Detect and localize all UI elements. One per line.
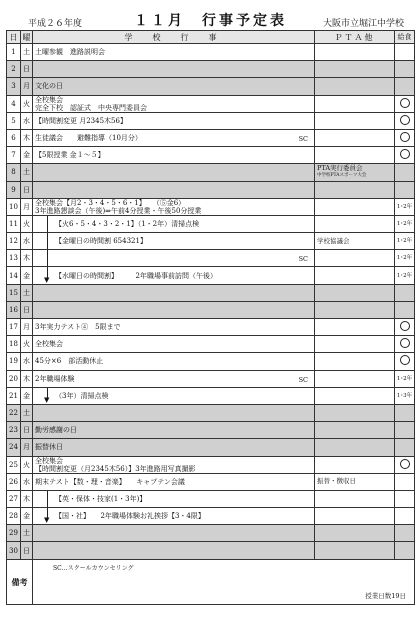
day-cell: 15: [7, 284, 21, 301]
events-cell: [33, 456, 315, 473]
weekday-cell: 火: [21, 95, 33, 112]
weekday-cell: 金: [21, 267, 33, 284]
weekday-cell: 日: [21, 301, 33, 318]
pta-cell: [315, 422, 395, 439]
events-cell: [33, 439, 315, 456]
day-cell: 26: [7, 473, 21, 490]
kyushoku-cell: [395, 78, 415, 95]
weekday-cell: 金: [21, 508, 33, 525]
table-row: [7, 215, 415, 232]
pta-cell: [315, 319, 395, 336]
table-row: [7, 129, 415, 146]
event-text: 勤労感謝の日: [35, 426, 77, 435]
events-cell: [33, 404, 315, 421]
table-row: [7, 78, 415, 95]
notes-content: [33, 559, 415, 604]
pta-cell: [315, 284, 395, 301]
kyushoku-cell: [395, 301, 415, 318]
weekday-cell: 土: [21, 284, 33, 301]
sc-marker: SC: [298, 375, 308, 384]
table-row: [7, 319, 415, 336]
page-title: １１月 行事予定表: [134, 13, 287, 29]
events-cell: [33, 198, 315, 215]
weekday-cell: 木: [21, 250, 33, 267]
pta-text: 学校協議会: [317, 236, 350, 245]
weekday-cell: 火: [21, 456, 33, 473]
school-days: 授業日数19日: [365, 591, 406, 600]
kyushoku-cell: [395, 473, 415, 490]
events-cell: [33, 164, 315, 181]
pta-cell: [315, 542, 395, 559]
table-row: [7, 336, 415, 353]
kyushoku-cell: 1･2年: [395, 215, 415, 232]
circle-icon: [400, 98, 410, 108]
pta-cell: [315, 508, 395, 525]
sc-note: SC…スクールカウンセリング: [53, 564, 134, 572]
kyushoku-cell: [395, 284, 415, 301]
day-cell: 21: [7, 387, 21, 404]
weekday-cell: 日: [21, 542, 33, 559]
weekday-cell: 土: [21, 525, 33, 542]
pta-cell: [315, 525, 395, 542]
day-cell: 6: [7, 129, 21, 146]
pta-cell: [315, 164, 395, 181]
notes-row: [7, 559, 415, 604]
table-row: [7, 250, 415, 267]
day-cell: 11: [7, 215, 21, 232]
circle-icon: [400, 338, 410, 348]
header-events: 学 校 行 事: [33, 31, 315, 44]
weekday-cell: 木: [21, 370, 33, 387]
weekday-cell: 木: [21, 129, 33, 146]
table-row: [7, 542, 415, 559]
weekday-cell: 金: [21, 387, 33, 404]
weekday-cell: 火: [21, 215, 33, 232]
pta-text: 振替・徴収日: [317, 477, 356, 486]
kyushoku-cell: [395, 490, 415, 507]
kyushoku-cell: [395, 44, 415, 61]
event-text: 文化の日: [35, 82, 63, 91]
events-cell: [33, 490, 315, 507]
kyushoku-cell: [395, 422, 415, 439]
day-cell: 29: [7, 525, 21, 542]
header-day: 日: [7, 31, 21, 44]
kyushoku-cell: 1･2年: [395, 267, 415, 284]
circle-icon: [400, 132, 410, 142]
header-kyushoku: 給食: [395, 31, 415, 44]
table-row: [7, 525, 415, 542]
weekday-cell: 水: [21, 473, 33, 490]
event-text: 期末テスト【数・理・音楽】 キャプテン会議: [35, 477, 185, 486]
pta-cell: [315, 370, 395, 387]
day-cell: 12: [7, 233, 21, 250]
events-cell: [33, 542, 315, 559]
event-text: 【金曜日の時間割 654321】: [55, 237, 147, 246]
pta-cell: [315, 215, 395, 232]
kyushoku-cell: 1･2年: [395, 198, 415, 215]
event-text: 全校集会: [35, 340, 63, 349]
arrow-down-icon: ▼: [44, 395, 50, 404]
header-weekday: 曜: [22, 32, 31, 42]
continuation-line: [47, 250, 48, 266]
circle-icon: [400, 149, 410, 159]
day-cell: 18: [7, 336, 21, 353]
day-cell: 16: [7, 301, 21, 318]
events-cell: [33, 508, 315, 525]
table-row: [7, 95, 415, 112]
pta-cell: [315, 336, 395, 353]
day-cell: 5: [7, 112, 21, 129]
day-cell: 14: [7, 267, 21, 284]
arrow-down-icon: ▼: [44, 516, 50, 525]
circle-icon: [400, 321, 410, 331]
weekday-cell: 木: [21, 490, 33, 507]
events-cell: [33, 473, 315, 490]
pta-cell: [315, 147, 395, 164]
table-row: [7, 112, 415, 129]
weekday-cell: 月: [21, 439, 33, 456]
kyushoku-cell: 1･2年: [395, 233, 415, 250]
table-row: [7, 61, 415, 78]
event-text: 【水曜日の時間割】 2年職場事前訪問（午後）: [55, 271, 217, 280]
pta-cell: [315, 353, 395, 370]
pta-cell: [315, 250, 395, 267]
circle-icon: [400, 459, 410, 469]
events-cell: [33, 129, 315, 146]
kyushoku-cell: [395, 112, 415, 129]
schedule-table: [6, 30, 415, 605]
notes-label: 備考: [7, 559, 33, 604]
day-cell: 28: [7, 508, 21, 525]
day-cell: 4: [7, 95, 21, 112]
day-cell: 22: [7, 404, 21, 421]
table-row: [7, 404, 415, 421]
table-row: [7, 456, 415, 473]
events-cell: [33, 370, 315, 387]
kyushoku-cell: [395, 129, 415, 146]
continuation-line: [47, 491, 48, 507]
pta-cell: [315, 456, 395, 473]
kyushoku-cell: 1･3年: [395, 387, 415, 404]
events-cell: [33, 525, 315, 542]
table-row: [7, 353, 415, 370]
event-text: 生徒議会 避難指導（10月分）: [35, 134, 142, 143]
table-row: [7, 508, 415, 525]
arrow-down-icon: ▼: [44, 275, 50, 284]
event-text: 土曜参観 進路説明会: [35, 48, 105, 57]
kyushoku-cell: [395, 525, 415, 542]
table-row: [7, 181, 415, 198]
event-text: 【火6・5・4・3・2・1】（1・2年）清掃点検: [55, 219, 200, 228]
event-text: 完全下校 認証式 中央専門委員会: [35, 103, 147, 112]
events-cell: [33, 250, 315, 267]
events-cell: [33, 112, 315, 129]
events-cell: [33, 78, 315, 95]
event-text: 【国・社】 2年職場体験お礼挨拶【3・4限】: [55, 512, 205, 521]
table-row: [7, 267, 415, 284]
day-cell: 8: [7, 164, 21, 181]
event-text: 【英・保体・技家(1・3年)】: [55, 494, 147, 503]
events-cell: [33, 147, 315, 164]
event-text: 【時間割変更（月2345木56）】3年進路用写真撮影: [35, 464, 196, 473]
table-row: [7, 284, 415, 301]
events-cell: [33, 44, 315, 61]
events-cell: [33, 387, 315, 404]
pta-cell: [315, 301, 395, 318]
day-cell: 20: [7, 370, 21, 387]
table-row: [7, 301, 415, 318]
table-row: [7, 422, 415, 439]
day-cell: 19: [7, 353, 21, 370]
table-row: [7, 387, 415, 404]
kyushoku-cell: [395, 542, 415, 559]
events-cell: [33, 267, 315, 284]
day-cell: 30: [7, 542, 21, 559]
day-cell: 2: [7, 61, 21, 78]
events-cell: [33, 353, 315, 370]
weekday-cell: 月: [21, 198, 33, 215]
events-cell: [33, 95, 315, 112]
pta-cell: [315, 198, 395, 215]
continuation-line: [47, 233, 48, 249]
day-cell: 10: [7, 198, 21, 215]
kyushoku-cell: 1･2年: [395, 250, 415, 267]
table-row: [7, 164, 415, 181]
kyushoku-cell: [395, 404, 415, 421]
table-header-row: [7, 31, 415, 44]
pta-cell: [315, 267, 395, 284]
pta-cell: [315, 439, 395, 456]
pta-subtext: 中学校PTAスポーツ大会: [317, 173, 367, 179]
weekday-cell: 土: [21, 164, 33, 181]
pta-cell: [315, 181, 395, 198]
header: [6, 10, 414, 30]
kyushoku-cell: [395, 508, 415, 525]
school-name: 大阪市立堀江中学校: [322, 19, 404, 29]
kyushoku-cell: 1･2年: [395, 370, 415, 387]
schedule-page: [6, 10, 414, 605]
kyushoku-cell: [395, 147, 415, 164]
table-row: [7, 233, 415, 250]
weekday-cell: 水: [21, 233, 33, 250]
weekday-cell: 月: [21, 78, 33, 95]
kyushoku-cell: [395, 95, 415, 112]
event-text: 【時間割変更 月2345木56】: [35, 116, 127, 125]
weekday-cell: 日: [21, 181, 33, 198]
pta-cell: [315, 473, 395, 490]
table-row: [7, 44, 415, 61]
table-row: [7, 198, 415, 215]
pta-text: PTA実行委員会: [317, 164, 363, 173]
events-cell: [33, 301, 315, 318]
kyushoku-cell: [395, 353, 415, 370]
kyushoku-cell: [395, 61, 415, 78]
events-cell: [33, 181, 315, 198]
sc-marker: SC: [298, 134, 308, 143]
table-row: [7, 147, 415, 164]
pta-cell: [315, 61, 395, 78]
pta-cell: [315, 129, 395, 146]
events-cell: [33, 336, 315, 353]
weekday-cell: 土: [21, 404, 33, 421]
event-text: 【5限授業 金１～５】: [35, 151, 105, 160]
day-cell: 17: [7, 319, 21, 336]
event-text: 振替休日: [35, 443, 63, 452]
day-cell: 3: [7, 78, 21, 95]
sc-marker: SC: [298, 255, 308, 264]
events-cell: [33, 61, 315, 78]
day-cell: 23: [7, 422, 21, 439]
day-cell: 1: [7, 44, 21, 61]
table-row: [7, 370, 415, 387]
events-cell: [33, 215, 315, 232]
weekday-cell: 日: [21, 422, 33, 439]
day-cell: 27: [7, 490, 21, 507]
header-pta: ＰＴＡ他: [315, 31, 395, 44]
continuation-line: [47, 216, 48, 232]
event-text: （3年）清掃点検: [55, 391, 109, 400]
day-cell: 7: [7, 147, 21, 164]
pta-cell: [315, 78, 395, 95]
event-text: 全校集会【月2・3・4・5・6・1】 （⑤金6）: [35, 198, 186, 207]
event-text: 全校集会: [35, 456, 63, 465]
pta-cell: [315, 44, 395, 61]
weekday-cell: 火: [21, 336, 33, 353]
table-row: [7, 473, 415, 490]
circle-icon: [400, 115, 410, 125]
pta-cell: [315, 387, 395, 404]
pta-cell: [315, 233, 395, 250]
weekday-cell: 土: [21, 44, 33, 61]
weekday-cell: 月: [21, 319, 33, 336]
day-cell: 25: [7, 456, 21, 473]
pta-cell: [315, 112, 395, 129]
events-cell: [33, 284, 315, 301]
weekday-cell: 水: [21, 112, 33, 129]
event-text: 全校集会: [35, 95, 63, 104]
era-label: 平成２６年度: [28, 19, 83, 29]
pta-cell: [315, 490, 395, 507]
circle-icon: [400, 355, 410, 365]
kyushoku-cell: [395, 336, 415, 353]
events-cell: [33, 422, 315, 439]
kyushoku-cell: [395, 456, 415, 473]
kyushoku-cell: [395, 181, 415, 198]
day-cell: 9: [7, 181, 21, 198]
weekday-cell: 日: [21, 61, 33, 78]
pta-cell: [315, 95, 395, 112]
table-row: [7, 490, 415, 507]
pta-cell: [315, 404, 395, 421]
event-text: 3年実力テスト④ 5限まで: [35, 323, 121, 332]
day-cell: 24: [7, 439, 21, 456]
event-text: 45分×6 部活動休止: [35, 357, 104, 366]
events-cell: [33, 319, 315, 336]
weekday-cell: 水: [21, 353, 33, 370]
table-row: [7, 439, 415, 456]
kyushoku-cell: [395, 439, 415, 456]
kyushoku-cell: [395, 319, 415, 336]
event-text: 2年職場体験: [35, 374, 75, 383]
day-cell: 13: [7, 250, 21, 267]
weekday-cell: 金: [21, 147, 33, 164]
kyushoku-cell: [395, 164, 415, 181]
events-cell: [33, 233, 315, 250]
event-text: 3年進路懇談会（午後)⇒午前4分授業・午後50分授業: [35, 206, 202, 215]
